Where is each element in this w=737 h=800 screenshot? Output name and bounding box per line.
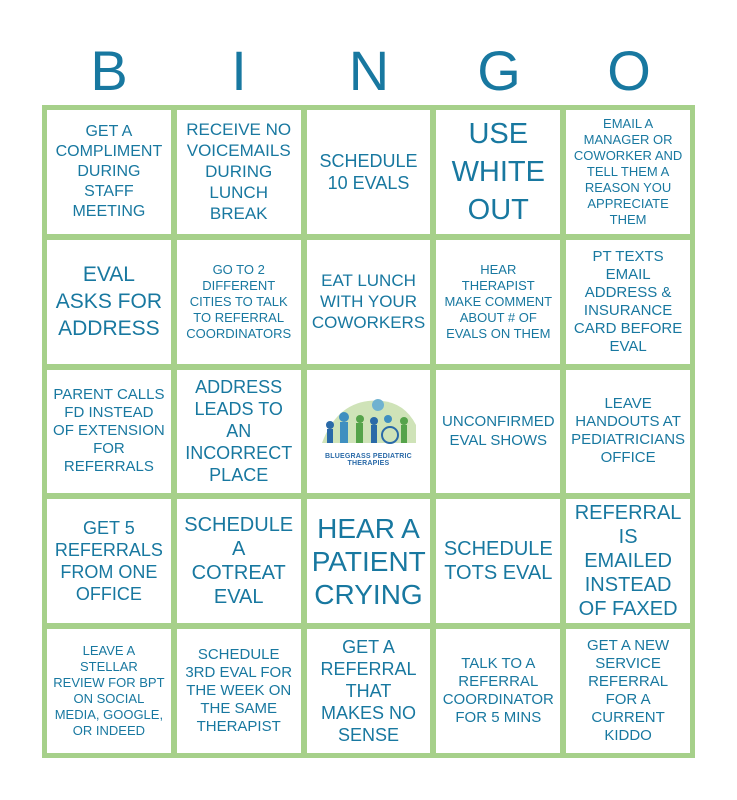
bingo-cell[interactable] <box>435 109 561 235</box>
bingo-cell[interactable] <box>306 628 432 754</box>
cell-text: GET A NEW SERVICE REFERRAL FOR A CURRENT KIDDO <box>586 637 670 745</box>
bingo-cell[interactable] <box>46 369 172 495</box>
bingo-cell[interactable] <box>306 498 432 624</box>
free-space[interactable] <box>306 369 432 495</box>
cell-text: UNCONFIRMED EVAL SHOWS <box>442 413 555 450</box>
cell-text: HEAR THERAPIST MAKE COMMENT ABOUT # OF EVALS ON THEM <box>444 261 553 341</box>
bingo-cell[interactable] <box>46 628 172 754</box>
bingo-cell[interactable] <box>565 628 691 754</box>
header-letter-g: G <box>477 39 521 102</box>
bluegrass-logo <box>313 395 425 467</box>
cell-text: EMAIL A MANAGER OR COWORKER AND TELL THEM A REASON YOU APPRECIATE THEM <box>573 115 683 227</box>
bingo-cell[interactable] <box>176 498 302 624</box>
bingo-cell[interactable] <box>306 239 432 365</box>
cell-text: SCHEDULE 3RD EVAL FOR THE WEEK ON THE SAME THERAPIST <box>185 646 293 736</box>
bingo-header <box>42 40 695 102</box>
bingo-cell[interactable] <box>435 498 561 624</box>
cell-text: PARENT CALLS FD INSTEAD OF EXTENSION FOR REFERRALS <box>53 386 165 476</box>
bingo-cell[interactable] <box>565 239 691 365</box>
cell-text: GO TO 2 DIFFERENT CITIES TO TALK TO REFERRAL COORDINATORS <box>186 261 292 341</box>
cell-text: SCHEDULE A COTREAT EVAL <box>184 514 294 609</box>
header-letter-o: O <box>607 39 651 102</box>
logo-text: BLUEGRASS PEDIATRIC THERAPIES <box>325 453 412 468</box>
bingo-cell[interactable] <box>46 109 172 235</box>
cell-text: EAT LUNCH WITH YOUR COWORKERS <box>311 271 426 333</box>
cell-text: RECEIVE NO VOICEMAILS DURING LUNCH BREAK <box>186 120 292 224</box>
cell-text: PT TEXTS EMAIL ADDRESS & INSURANCE CARD BEFORE EVAL <box>573 247 683 355</box>
bingo-cell[interactable] <box>435 239 561 365</box>
cell-text: SCHEDULE 10 EVALS <box>319 150 418 193</box>
bingo-cell[interactable] <box>176 369 302 495</box>
cell-text: ADDRESS LEADS TO AN INCORRECT PLACE <box>185 377 293 486</box>
cell-text: SCHEDULE TOTS EVAL <box>443 538 553 585</box>
cell-text: LEAVE HANDOUTS AT PEDIATRICIANS OFFICE <box>571 395 686 467</box>
bingo-cell[interactable] <box>435 628 561 754</box>
header-letter-n: N <box>348 39 390 102</box>
bingo-cell[interactable] <box>565 109 691 235</box>
bingo-cell[interactable] <box>565 498 691 624</box>
cell-text: USE WHITE OUT <box>451 117 545 226</box>
cell-text: GET A COMPLIMENT DURING STAFF MEETING <box>55 122 163 220</box>
bingo-cell[interactable] <box>435 369 561 495</box>
bingo-cell[interactable] <box>176 109 302 235</box>
cell-text: LEAVE A STELLAR REVIEW FOR BPT ON SOCIAL MEDIA, GOOGLE, OR INDEED <box>53 643 165 739</box>
header-letter-b: B <box>90 39 128 102</box>
bingo-cell[interactable] <box>46 498 172 624</box>
bingo-cell[interactable] <box>176 239 302 365</box>
cell-text: TALK TO A REFERRAL COORDINATOR FOR 5 MINS <box>442 655 554 727</box>
cell-text: GET A REFERRAL THAT MAKES NO SENSE <box>320 637 417 746</box>
header-letter-i: I <box>231 39 247 102</box>
cell-text: HEAR A PATIENT CRYING <box>311 512 426 610</box>
bingo-cell[interactable] <box>176 628 302 754</box>
bingo-cell[interactable] <box>565 369 691 495</box>
cell-text: GET 5 REFERRALS FROM ONE OFFICE <box>54 518 163 605</box>
cell-text: REFERRAL IS EMAILED INSTEAD OF FAXED <box>574 502 682 621</box>
bingo-cell[interactable] <box>306 109 432 235</box>
bingo-board <box>42 105 695 758</box>
bingo-cell[interactable] <box>46 239 172 365</box>
children-silhouettes-icon <box>316 395 420 451</box>
cell-text: EVAL ASKS FOR ADDRESS <box>55 263 162 341</box>
